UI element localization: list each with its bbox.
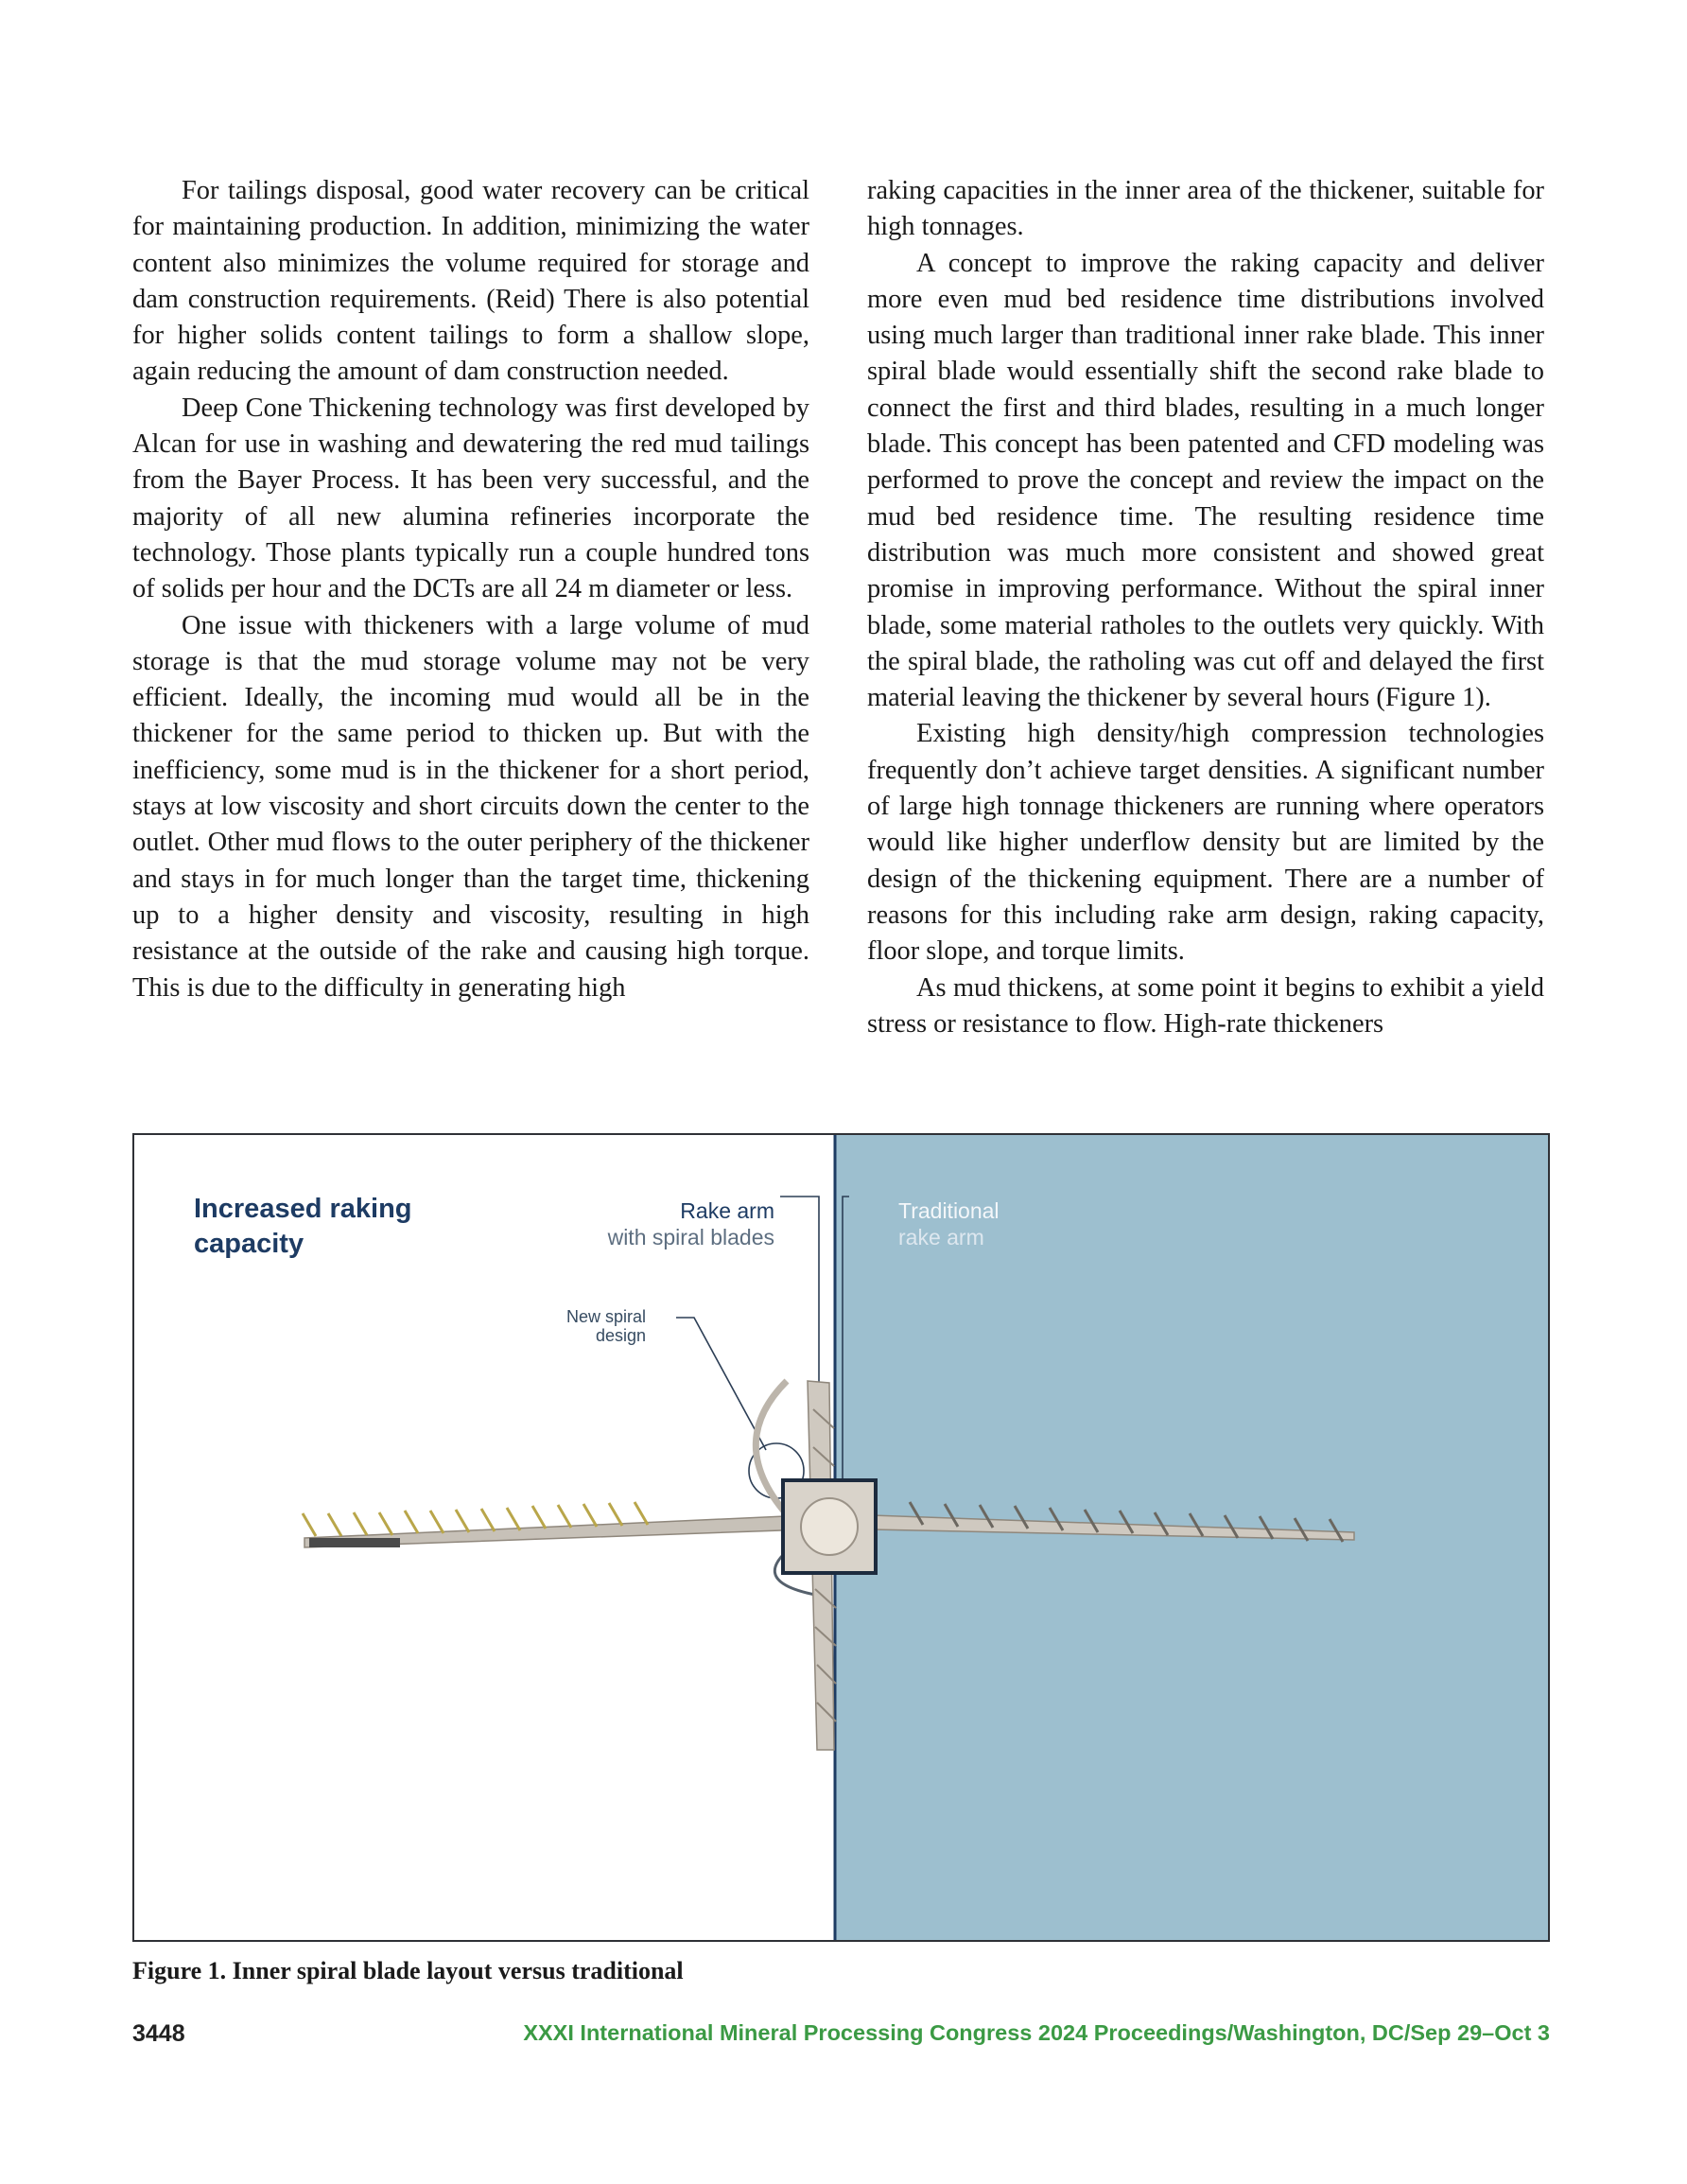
left-text-column [132, 173, 809, 1006]
paragraph: Deep Cone Thickening technology was first developed by Alcan for use in washing and dewatering the red mud tailings from the Bayer Process. It has been very successful, and the majority of all new alumina refineries incorporate the technology. Those plants typically run a couple hundred tons of solids per hour and the DCTs are all 24 m diameter or less. [132, 393, 809, 604]
paragraph: Existing high density/high compression technologies frequently don’t achieve target densities. A significant number of large high tonnage thickeners are running where operators would like higher underflow density but are limited by the design of the thickening equipment. There are a number of reasons for this including rake arm design, raking capacity, floor slope, and torque limits. [867, 719, 1544, 967]
paragraph: raking capacities in the inner area of the thickener, suitable for high tonnages. [867, 176, 1544, 242]
traditional-label [898, 1197, 1000, 1250]
right-text-column [867, 173, 1544, 1042]
page-number: 3448 [132, 2020, 185, 2047]
new-spiral-label [566, 1307, 646, 1345]
new-spiral-label-line: design [595, 1326, 646, 1345]
figure-title-line: Increased raking [194, 1194, 412, 1224]
drive-head [783, 1480, 876, 1573]
new-spiral-label-line: New spiral [565, 1307, 646, 1326]
figure-caption: Figure 1. Inner spiral blade layout versus traditional [132, 1957, 684, 1984]
paragraph: As mud thickens, at some point it begins to exhibit a yield stress or resistance to flow. High-rate thickeners [867, 972, 1544, 1039]
rake-arm-label [608, 1197, 774, 1250]
figure-title-line: capacity [194, 1229, 304, 1259]
figure-title [194, 1192, 412, 1262]
traditional-label-sub: rake arm [898, 1225, 984, 1249]
paragraph: One issue with thickeners with a large volume of mud storage is that the mud storage volume may not be very efficient. Ideally, the incoming mud would all be in the thickener for the same period to thicken up. But with the inefficiency, some mud is in the thickener for a short period, stays at low viscosity and short circuits down the center to the outlet. Other mud flows to the outer periphery of the thickener and stays in for much longer than the target time, thickening up to a higher density and viscosity, resulting in high resistance at the outside of the rake and causing high torque. This is due to the difficulty in generating high [132, 610, 809, 1003]
running-footer: XXXI International Mineral Processing Congress 2024 Proceedings/Washington, DC/Sep 29–Oct 3 [523, 2020, 1550, 2045]
paragraph: For tailings disposal, good water recovery can be critical for maintaining production. In addition, minimizing the water content also minimizes the volume required for storage and dam construction requirements. (Reid) There is also potential for higher solids content tailings to form a shallow slope, again reducing the amount of dam construction needed. [132, 176, 809, 387]
figure-rake-comparison [132, 1133, 1550, 1942]
traditional-label-main: Traditional [898, 1198, 1000, 1223]
rake-arm-label-sub: with spiral blades [607, 1225, 774, 1249]
rake-arm-label-main: Rake arm [680, 1198, 774, 1223]
paragraph: A concept to improve the raking capacity and deliver more even mud bed residence time distributions involved using much larger than traditional inner rake blade. This inner spiral blade would essentially shift the second rake blade to connect the first and third blades, resulting in a much longer blade. This concept has been patented and CFD modeling was performed to prove the concept and review the impact on the mud bed residence time. The resulting residence time distribution was much more consistent and showed great promise in improving performance. Without the spiral inner blade, some material ratholes to the outlets very quickly. With the spiral blade, the ratholing was cut off and delayed the first material leaving the thickener by several hours (Figure 1). [867, 248, 1544, 713]
right-panel-background [835, 1135, 1548, 1940]
